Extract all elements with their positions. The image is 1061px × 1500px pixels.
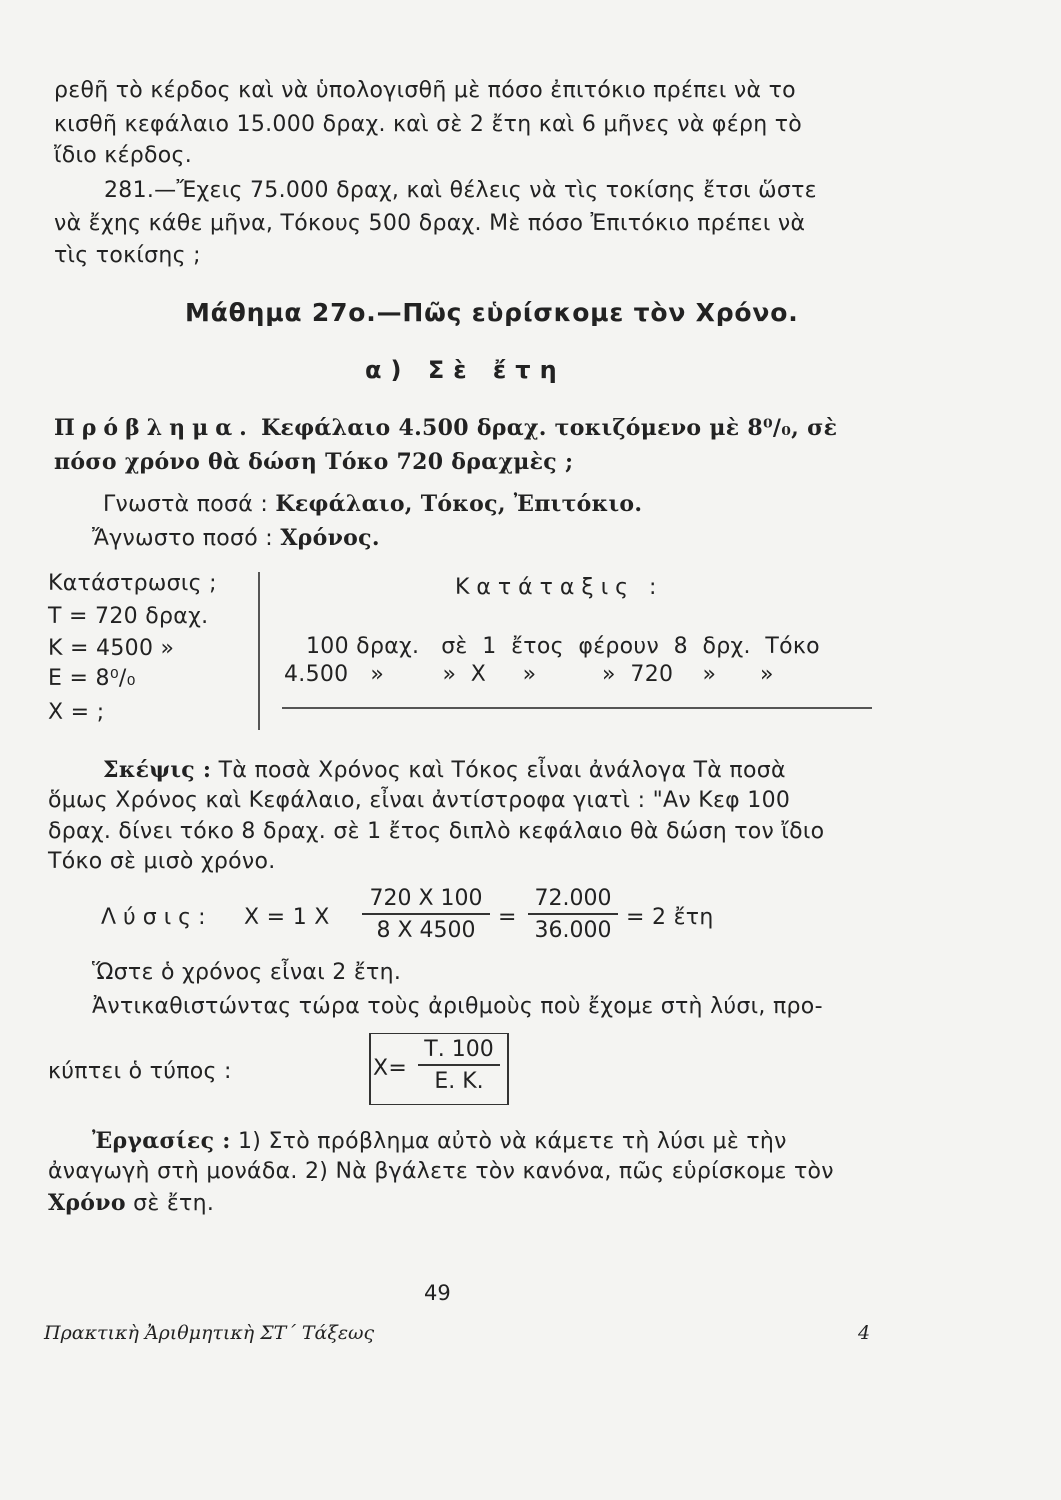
footer-signature: 4 [858, 1322, 871, 1344]
reasoning-line-3: δραχ. δίνει τόκο 8 δραχ. σὲ 1 ἔτος διπλὸ κεφάλαιο θὰ δώση τον ἴδιο [48, 819, 825, 844]
fraction-1-numerator: 720 Χ 100 [369, 886, 483, 911]
fraction-1-bar [362, 913, 490, 915]
fraction-2-numerator: 72.000 [534, 886, 612, 911]
reasoning-text-1: Τὰ ποσὰ Χρόνος καὶ Τόκος εἶναι ἀνάλογα Τὰ ποσὰ [218, 758, 786, 783]
intro-line-5: νὰ ἔχης κάθε μῆνα, Τόκους 500 δραχ. Μὲ πόσο Ἐπιτόκιο πρέπει νὰ [54, 211, 806, 236]
formula-bar [418, 1064, 500, 1066]
solution-result: = 2 ἔτη [626, 905, 714, 930]
tasks-line-1 [92, 1128, 787, 1154]
problem-line-1 [54, 415, 837, 441]
setup-t: Τ = 720 δραχ. [48, 604, 209, 629]
reasoning-line-1 [103, 757, 786, 783]
formula-lead: κύπτει ὁ τύπος : [48, 1059, 232, 1084]
arrangement-heading: Κατάταξις : [455, 575, 664, 600]
intro-line-1: ρεθῆ τὸ κέρδος καὶ νὰ ὑπολογισθῆ μὲ πόσο ἐπιτόκιο πρέπει νὰ το [54, 78, 796, 103]
arrangement-row-2: 4.500 » » Χ » » 720 » » [284, 662, 774, 687]
formula-denominator: Ε. Κ. [434, 1069, 484, 1094]
tasks-label: Ἐργασίες : [92, 1128, 231, 1154]
formula-x: Χ= [373, 1056, 408, 1081]
tasks-line-3-bold: Χρόνο [48, 1190, 126, 1216]
solution-lhs: Χ = 1 Χ [244, 905, 330, 930]
tasks-text-1: 1) Στὸ πρόβλημα αὐτὸ νὰ κάμετε τὴ λύσι μὲ τὴν [237, 1129, 787, 1154]
intro-line-4: 281.—Ἔχεις 75.000 δραχ, καὶ θέλεις νὰ τὶς τοκίσης ἔτσι ὥστε [104, 178, 817, 203]
intro-line-6: τὶς τοκίσης ; [54, 243, 201, 268]
unknown-value: Χρόνος. [280, 525, 380, 551]
known-label: Γνωστὰ ποσά : [103, 492, 269, 517]
intro-line-2: κισθῆ κεφάλαιο 15.000 δραχ. καὶ σὲ 2 ἔτη καὶ 6 μῆνες νὰ φέρη τὸ [54, 112, 803, 137]
page-number: 49 [424, 1281, 451, 1305]
problem-text-2: πόσο χρόνο θὰ δώση Τόκο 720 δραχμὲς ; [54, 449, 574, 475]
lesson-title: Μάθημα 27ο.—Πῶς εὑρίσκομε τὸν Χρόνο. [185, 298, 799, 327]
setup-heading: Κατάστρωσις ; [48, 571, 217, 596]
setup-divider [258, 572, 260, 730]
setup-x: Χ = ; [48, 700, 105, 725]
arrangement-row-1: 100 δραχ. σὲ 1 ἔτος φέρουν 8 δρχ. Τόκο [306, 634, 820, 659]
formula-numerator: Τ. 100 [424, 1037, 494, 1062]
solution-substitution: Ἀντικαθιστώντας τώρα τοὺς ἀριθμοὺς ποὺ ἔχομε στὴ λύσι, προ- [92, 994, 823, 1019]
setup-k: Κ = 4500 » [48, 636, 175, 661]
unknown-quantity [92, 525, 380, 551]
arrangement-rule [282, 707, 872, 709]
reasoning-label: Σκέψις : [103, 757, 212, 783]
tasks-line-3-rest: σὲ ἔτη. [133, 1191, 215, 1216]
problem-label: Πρόβλημα. [54, 415, 254, 441]
solution-label: Λύσις: [101, 905, 213, 930]
fraction-2-denominator: 36.000 [534, 918, 612, 943]
unknown-label: Ἄγνωστο ποσό : [92, 526, 274, 551]
tasks-line-2: ἀναγωγὴ στὴ μονάδα. 2) Νὰ βγάλετε τὸν κανόνα, πῶς εὑρίσκομε τὸν [48, 1159, 834, 1184]
setup-e: Ε = 8⁰/₀ [48, 666, 136, 691]
problem-text-1: Κεφάλαιο 4.500 δραχ. τοκιζόμενο μὲ 8⁰/₀, σὲ [261, 415, 838, 441]
solution-equals: = [498, 905, 517, 930]
reasoning-line-4: Τόκο σὲ μισὸ χρόνο. [48, 849, 276, 874]
known-quantities [103, 491, 642, 517]
solution-conclusion: Ὥστε ὁ χρόνος εἶναι 2 ἔτη. [92, 960, 402, 985]
fraction-2-bar [528, 913, 618, 915]
known-value: Κεφάλαιο, Τόκος, Ἐπιτόκιο. [275, 491, 643, 517]
intro-line-3: ἴδιο κέρδος. [54, 143, 193, 168]
lesson-subtitle: α) Σὲ ἔτη [365, 356, 566, 384]
fraction-1-denominator: 8 Χ 4500 [376, 918, 476, 943]
tasks-line-3 [48, 1190, 214, 1216]
reasoning-line-2: ὅμως Χρόνος καὶ Κεφάλαιο, εἶναι ἀντίστροφα γιατὶ : "Αν Κεφ 100 [48, 788, 791, 813]
footer-book-title: Πρακτικὴ Ἀριθμητικὴ ΣΤ΄ Τάξεως [44, 1322, 375, 1344]
